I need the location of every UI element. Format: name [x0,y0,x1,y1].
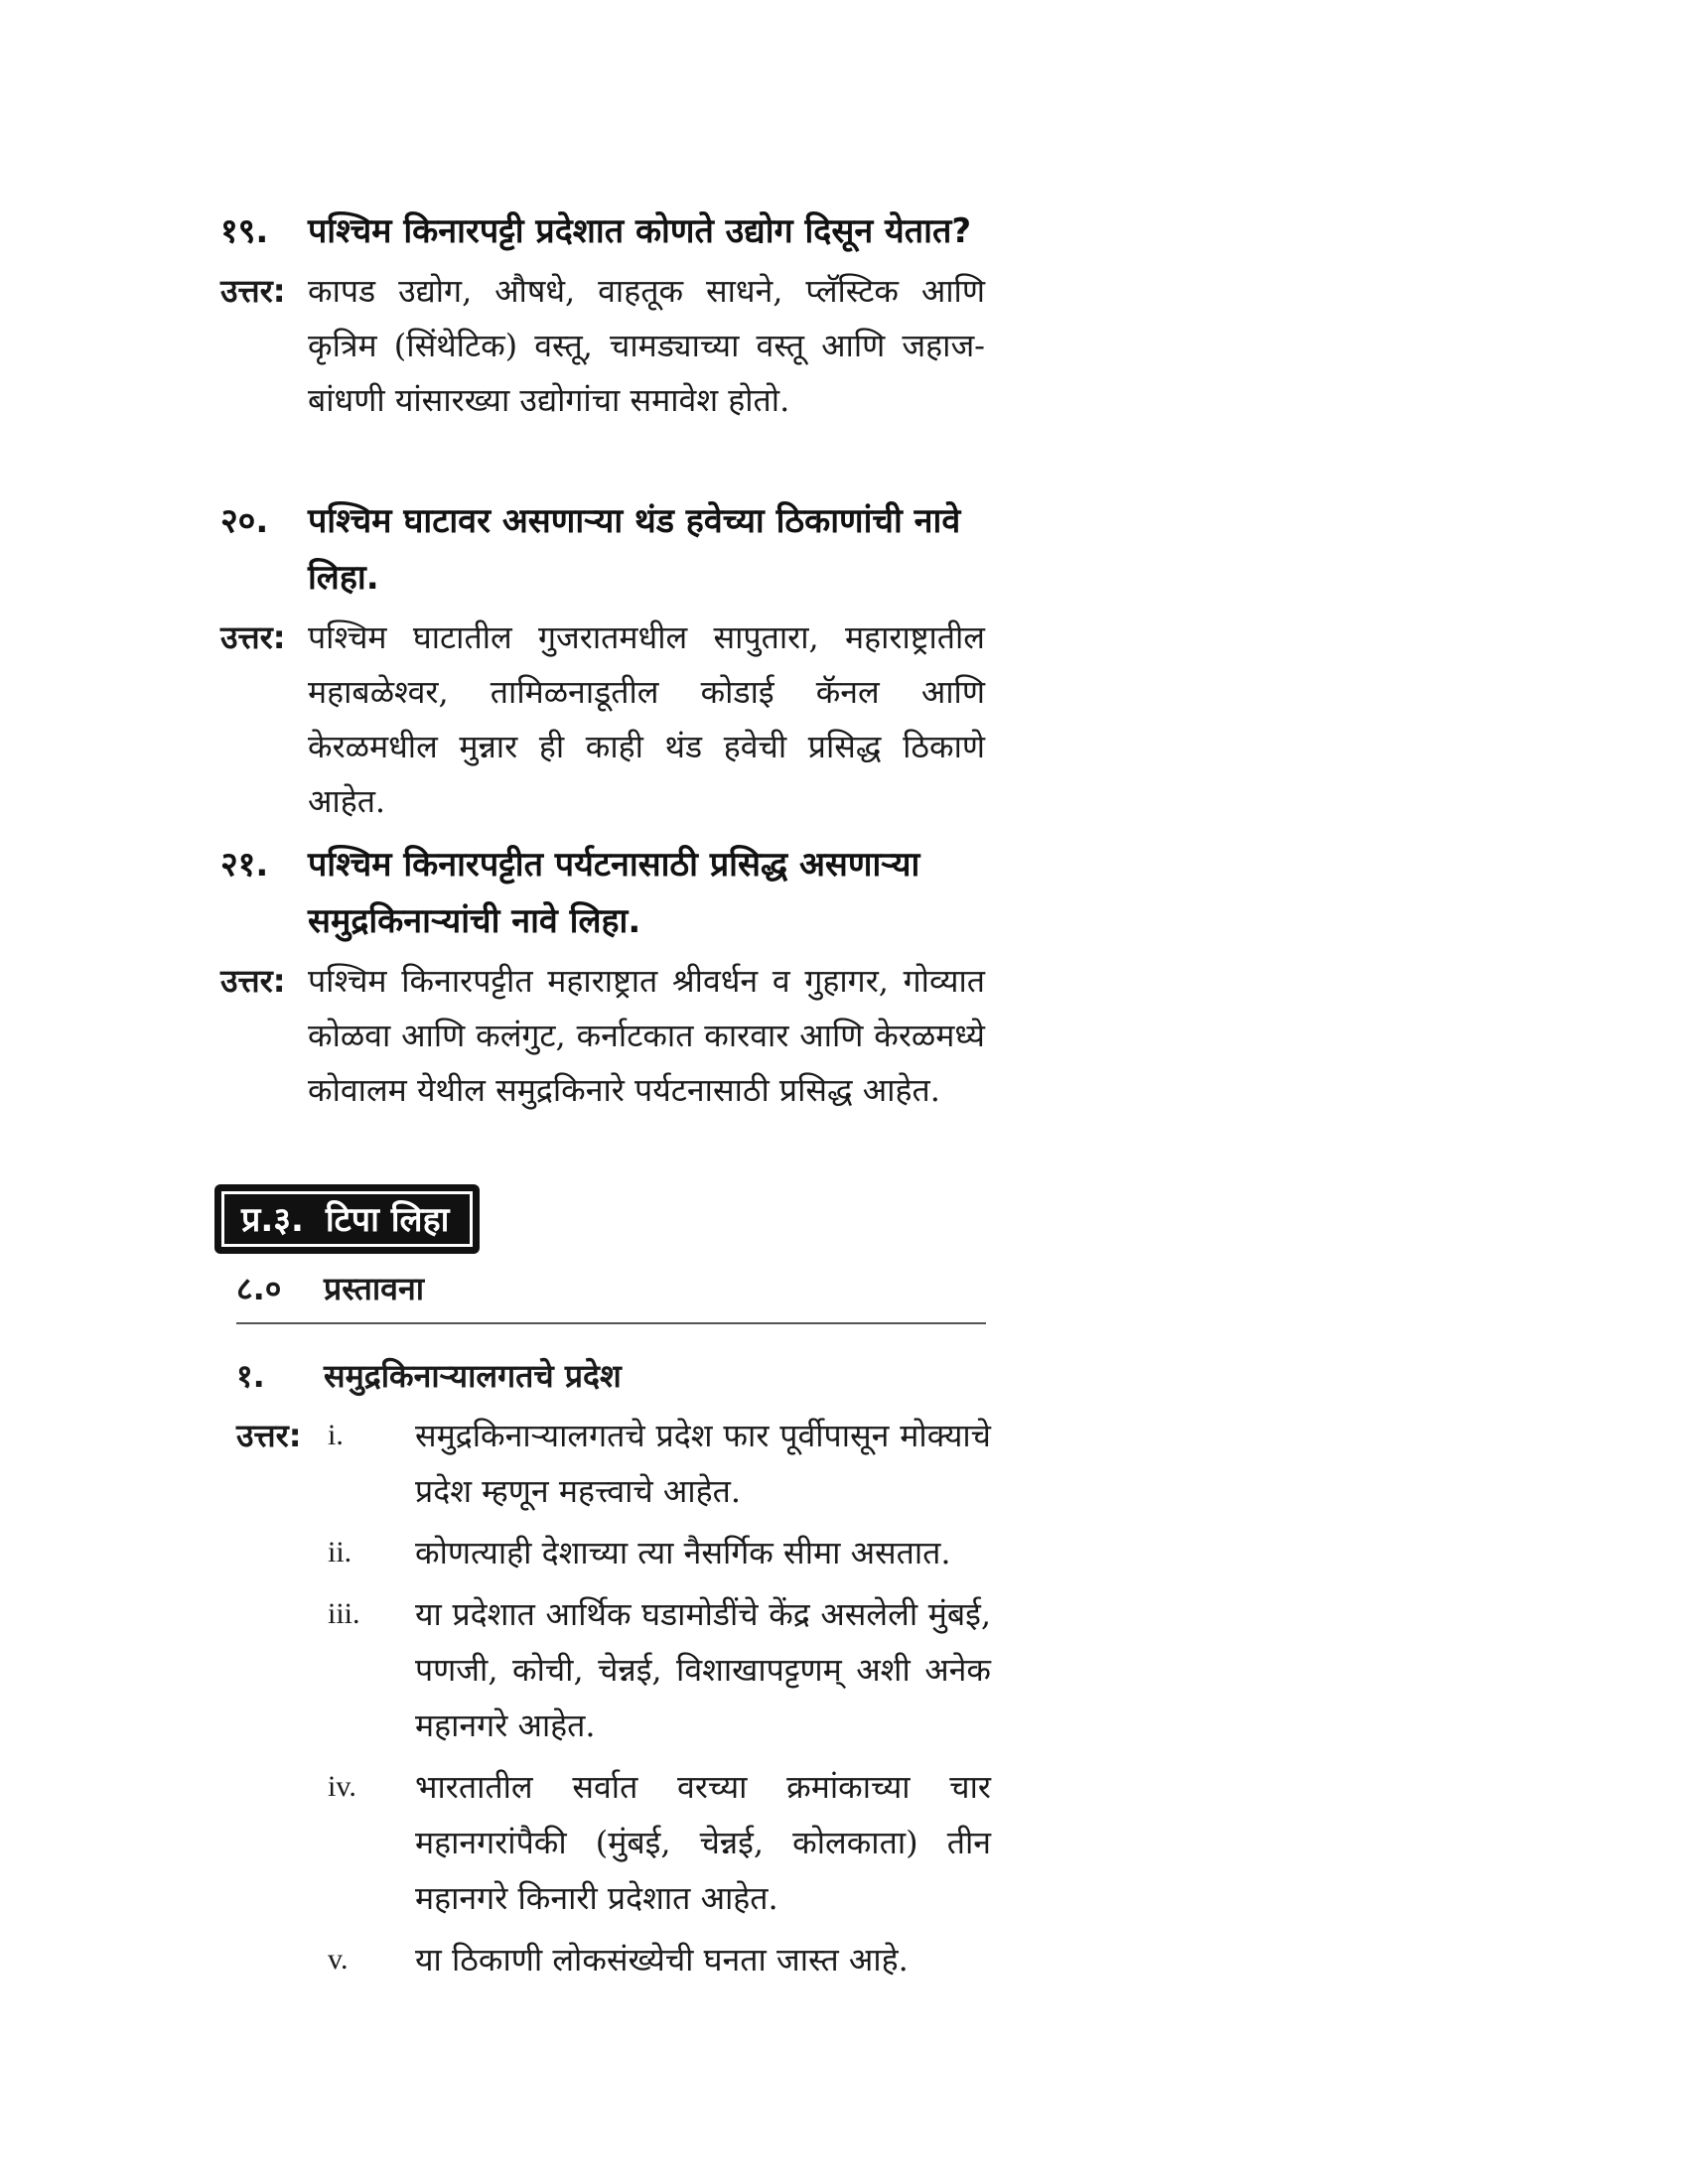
answer-text: पश्चिम घाटातील गुजरातमधील सापुतारा, महाराष्ट्रातील महाबळेश्वर, तामिळनाडूतील कोडाई कॅनल आणि केरळमधील मुन्नार ही काही थंड हवेची प्रसिद्ध ठिकाणे आहेत. [308,618,985,820]
item-number: १. [236,1357,265,1395]
point-marker: i. [328,1419,344,1451]
list-item [236,1932,991,1987]
question-19-heading [220,204,985,260]
question-number: १९. [220,211,269,251]
answer-20 [220,611,985,829]
answer-label: उत्तर: [220,618,286,656]
answer-label: उत्तर: [220,962,286,1000]
question-number: २०. [220,501,269,541]
subsection-number: ८.० [236,1270,282,1307]
list-item [236,1408,991,1519]
answer-text: पश्चिम किनारपट्टीत महाराष्ट्रात श्रीवर्धन व गुहागर, गोव्यात कोळवा आणि कलंगुट, कर्नाटकात कारवार आणि केरळमध्ये कोवालम येथील समुद्रकिनारे पर्यटनासाठी प्रसिद्ध आहेत. [308,962,985,1109]
question-number: २१. [220,845,269,885]
question-19 [220,204,985,428]
answer-label: उत्तर: [236,1417,302,1454]
subsection-heading [236,1259,986,1324]
point-text: भारतातील सर्वात वरच्या क्रमांकाच्या चार महानगरांपैकी (मुंबई, चेन्नई, कोलकाता) तीन महानगरे किनारी प्रदेशात आहेत. [415,1768,991,1917]
question-text: पश्चिम किनारपट्टी प्रदेशात कोणते उद्योग दिसून येतात? [308,211,972,251]
question-21-heading [220,837,985,950]
question-20 [220,493,985,829]
list-item [236,1525,991,1580]
question-text: पश्चिम घाटावर असणाऱ्या थंड हवेच्या ठिकाणांची नावे लिहा. [308,501,961,598]
list-item [236,1586,991,1753]
question-text: पश्चिम किनारपट्टीत पर्यटनासाठी प्रसिद्ध असणाऱ्या समुद्रकिनाऱ्यांची नावे लिहा. [308,845,920,941]
answer-21 [220,954,985,1118]
answer-label: उत्तर: [220,272,286,310]
section-number: प्र.३. [241,1200,304,1240]
section-heading [216,1186,478,1252]
item-1-answer-list [236,1408,991,1993]
point-text: या प्रदेशात आर्थिक घडामोडींचे केंद्र असलेली मुंबई, पणजी, कोची, चेन्नई, विशाखापट्टणम् अशी अनेक महानगरे आहेत. [415,1595,991,1744]
answer-text: कापड उद्योग, औषधे, वाहतूक साधने, प्लॅस्टिक आणि कृत्रिम (सिंथेटिक) वस्तू, चामड्याच्या वस्तू आणि जहाज-बांधणी यांसारख्या उद्योगांचा समावेश होतो. [308,272,985,419]
item-1-heading [236,1346,986,1406]
point-marker: iv. [328,1770,356,1803]
subsection-title: प्रस्तावना [324,1270,425,1307]
answer-19 [220,264,985,428]
section-title: टिपा लिहा [325,1200,450,1240]
question-21 [220,837,985,1118]
item-title: समुद्रकिनाऱ्यालगतचे प्रदेश [324,1357,622,1395]
point-text: कोणत्याही देशाच्या त्या नैसर्गिक सीमा असतात. [415,1534,951,1571]
list-item [236,1759,991,1926]
point-text: या ठिकाणी लोकसंख्येची घनता जास्त आहे. [415,1941,909,1979]
question-20-heading [220,493,985,607]
point-marker: ii. [328,1536,352,1569]
point-marker: iii. [328,1597,360,1630]
point-marker: v. [328,1943,349,1976]
point-text: समुद्रकिनाऱ्यालगतचे प्रदेश फार पूर्वीपासून मोक्याचे प्रदेश म्हणून महत्त्वाचे आहेत. [415,1417,991,1510]
